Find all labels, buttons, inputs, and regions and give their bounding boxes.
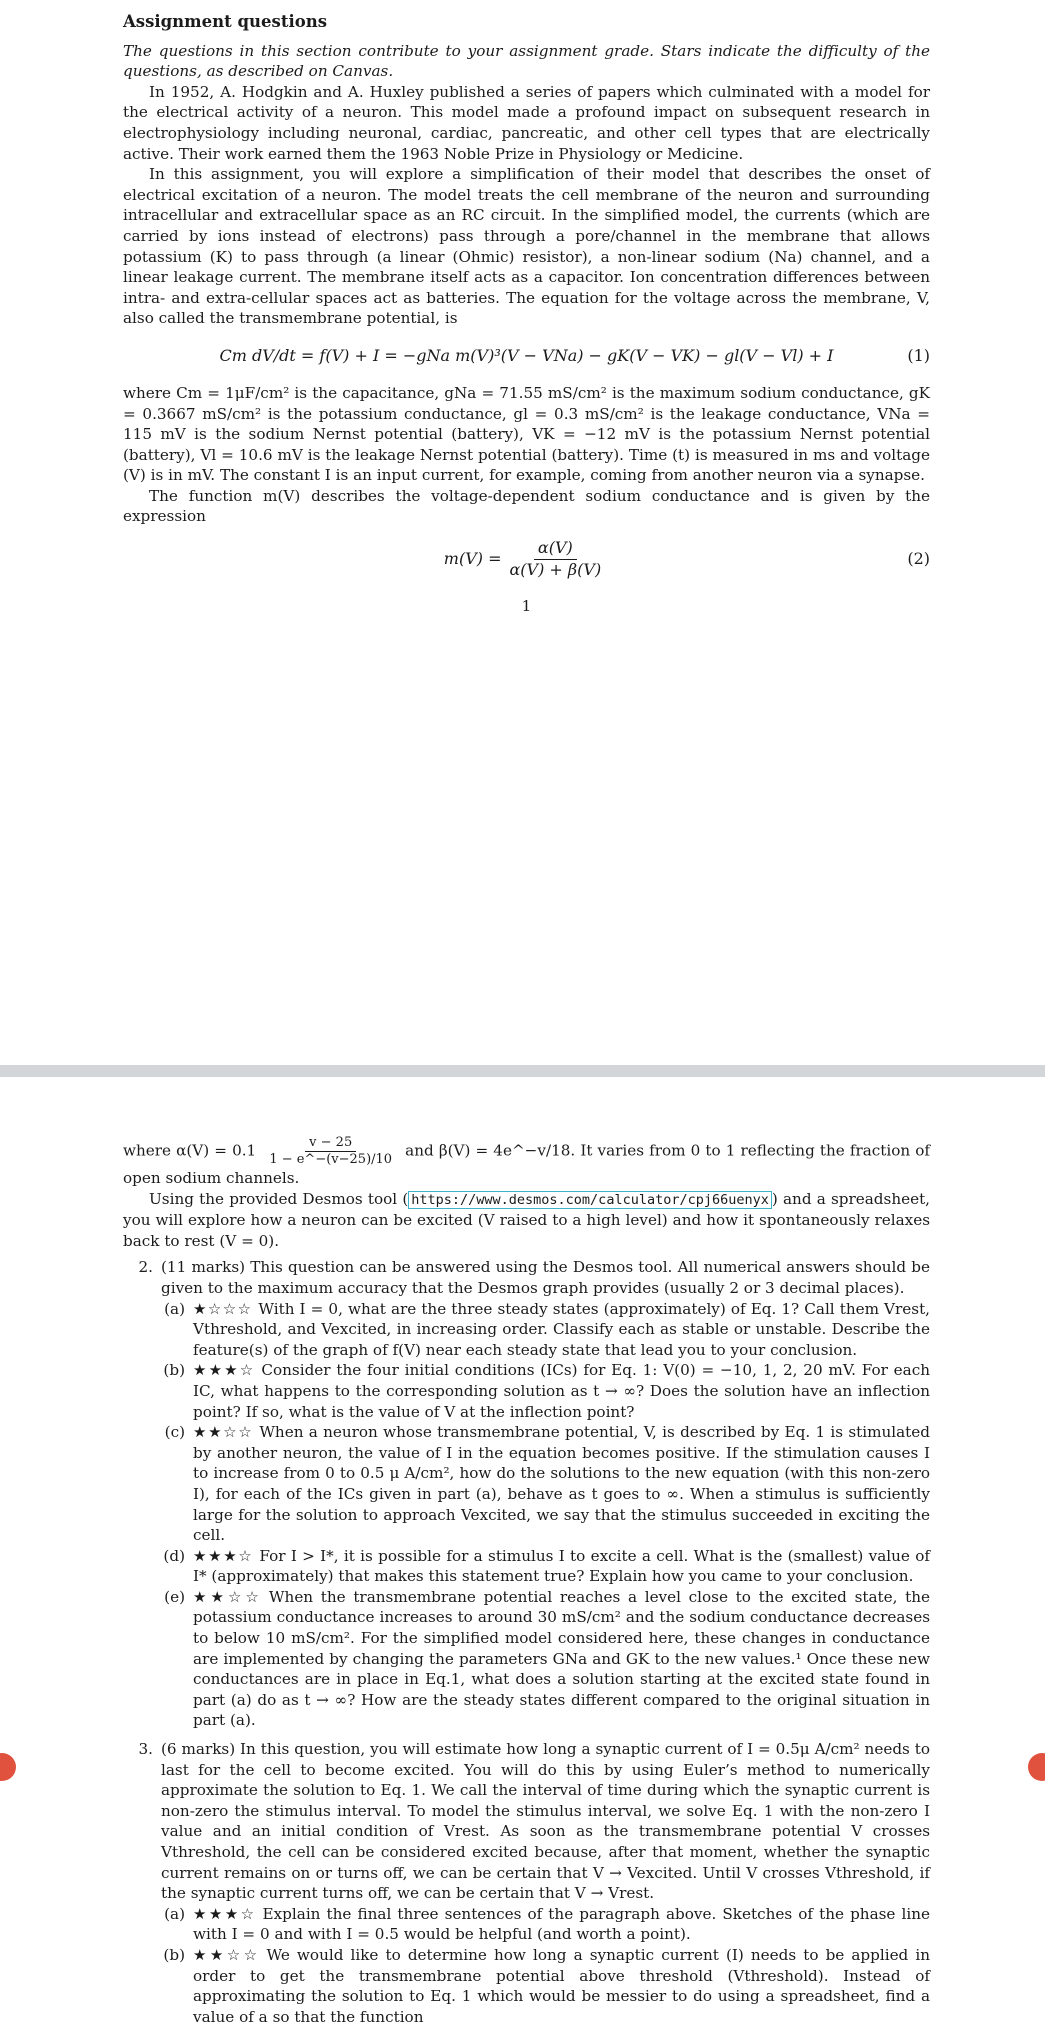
- question-2-part: [153, 1299, 930, 1361]
- equation-1: [123, 329, 930, 383]
- beta-definition: and β(V) = 4e^−v/18. It varies from 0 to 1 reflecting the fraction of open sodium channels.: [123, 1141, 931, 1187]
- part-text: Consider the four initial conditions (ICs) for Eq. 1: V(0) = −10, 1, 2, 20 mV. For each IC, what happens to the corresponding solution as t → ∞? Does the solution have an inflection point? If so, what is the value of V at the inflection point?: [193, 1361, 930, 1421]
- part-label: (d): [163, 1546, 185, 1565]
- question-2-part: [153, 1587, 930, 1731]
- difficulty-stars: ★★★☆: [193, 1904, 257, 1923]
- question-3-part: [153, 1945, 930, 2027]
- question-3-part: [153, 1904, 930, 1945]
- part-text: For I > I*, it is possible for a stimulus I to excite a cell. What is the (smallest) value of I* (approximately) that makes this statement true? Explain how you came to your conclusion.: [193, 1546, 930, 1586]
- question-3: [123, 1739, 930, 2027]
- equation-2-fraction: [505, 538, 605, 580]
- viewer-left-control[interactable]: [0, 1753, 16, 1781]
- intro-text: The questions in this section contribute to your assignment grade. Stars indicate the difficulty of the questions, as described on Canvas.: [123, 41, 930, 81]
- part-text: We would like to determine how long a synaptic current (I) needs to be applied in order to get the transmembrane potential above threshold (Vthreshold). Instead of approximating the solution to Eq. 1 which would be messier to do using a spreadsheet, find a value of a so that the function: [193, 1945, 930, 2026]
- question-2-part: [153, 1360, 930, 1422]
- question-2-part: [153, 1422, 930, 1546]
- part-text: When the transmembrane potential reaches a level close to the excited state, the potassium conductance increases to around 30 mS/cm² and the sodium conductance decreases to below 10 mS/cm². For the simplified model considered here, these changes in conductance are implemented by changing the parameters GNa and GK to the new values.¹ Once these new conductances are in place in Eq.1, what does a solution starting at the excited state found in part (a) do as t → ∞? How are the steady states different compared to the original situation in part (a).: [193, 1587, 931, 1730]
- paragraph-desmos: [123, 1189, 930, 1252]
- difficulty-stars: ★★☆☆: [193, 1423, 254, 1442]
- paragraph-m-function: The function m(V) describes the voltage-dependent sodium conductance and is given by the expression: [123, 486, 930, 526]
- part-label: (a): [164, 1904, 185, 1923]
- equation-2-number: (2): [907, 548, 930, 568]
- desmos-text-after: ) and a spreadsheet, you will explore how a neuron can be excited (V raised to a high level) and how it spontaneously relaxes back to rest (V = 0).: [123, 1189, 931, 1250]
- part-label: (b): [163, 1361, 185, 1380]
- equation-2-lhs: m(V) =: [443, 548, 502, 568]
- equation-1-body: Cm dV/dt = f(V) + I = −gNa m(V)³(V − VNa) − gK(V − VK) − gl(V − Vl) + I: [219, 345, 834, 365]
- question-2-text: (11 marks) This question can be answered using the Desmos tool. All numerical answers should be given to the maximum accuracy that the Desmos graph provides (usually 2 or 3 decimal places).: [161, 1258, 930, 1297]
- page-1-content: [123, 12, 930, 591]
- page-2: [0, 1077, 1045, 2026]
- desmos-text-before: Using the provided Desmos tool (: [149, 1189, 409, 1208]
- question-3-number: 3.: [138, 1740, 153, 1759]
- alpha-denominator: 1 − e^−(v−25)/10: [269, 1152, 393, 1167]
- alpha-definition: where α(V) = 0.1: [123, 1141, 257, 1160]
- equation-2-numerator: α(V): [534, 538, 577, 560]
- difficulty-stars: ★★☆☆: [193, 1587, 263, 1606]
- page-number: 1: [521, 597, 532, 615]
- part-label: (a): [164, 1299, 185, 1318]
- question-3-text: (6 marks) In this question, you will estimate how long a synaptic current of I = 0.5μ A/cm² needs to last for the cell to become excited. You will do this by using Euler’s method to numerically approximate the solution to Eq. 1. We call the interval of time during which the synaptic current is non-zero the stimulus interval. To model the stimulus interval, we solve Eq. 1 with the non-zero I value and an initial condition of Vrest. As soon as the transmembrane potential V crosses Vthreshold, the cell can be considered excited because, after that moment, whether the synaptic current remains on or turns off, we can be certain that V → Vexcited. Until V crosses Vthreshold, if the synaptic current turns off, we can be certain that V → Vrest.: [161, 1740, 930, 1903]
- difficulty-stars: ★☆☆☆: [193, 1299, 253, 1318]
- question-2-part: [153, 1546, 930, 1587]
- paragraph-model: In this assignment, you will explore a simplification of their model that describes the onset of electrical excitation of a neuron. The model treats the cell membrane of the neuron and surrounding intracellular and extracellular space as an RC circuit. In the simplified model, the currents (which are carried by ions instead of electrons) pass through a pore/channel in the membrane that allows potassium (K) to pass through (a linear (Ohmic) resistor), a non-linear sodium (Na) channel, and a linear leakage current. The membrane itself acts as a capacitor. Ion concentration differences between intra- and extra-cellular spaces act as batteries. The equation for the voltage across the membrane, V, also called the transmembrane potential, is: [123, 165, 930, 328]
- question-2: [123, 1257, 930, 1731]
- paragraph-history: In 1952, A. Hodgkin and A. Huxley published a series of papers which culminated with a model for the electrical activity of a neuron. This model made a profound impact on subsequent research in electrophysiology including neuronal, cardiac, pancreatic, and other cell types that are electrically active. Their work earned them the 1963 Noble Prize in Physiology or Medicine.: [123, 82, 930, 163]
- question-2-number: 2.: [138, 1258, 153, 1277]
- alpha-fraction: [265, 1135, 396, 1168]
- difficulty-stars: ★★★☆: [193, 1546, 254, 1565]
- equation-1-number: (1): [907, 345, 930, 365]
- page-separator: [0, 1065, 1045, 1077]
- alpha-numerator: v − 25: [305, 1135, 356, 1152]
- part-text: Explain the final three sentences of the paragraph above. Sketches of the phase line with I = 0 and with I = 0.5 would be helpful (and worth a point).: [193, 1904, 930, 1944]
- part-label: (c): [164, 1423, 185, 1442]
- difficulty-stars: ★★★☆: [193, 1361, 256, 1380]
- paragraph-alpha-beta: [123, 1135, 930, 1189]
- part-label: (e): [164, 1587, 185, 1606]
- page-2-content: [123, 1135, 930, 2027]
- difficulty-stars: ★★☆☆: [193, 1945, 261, 1964]
- viewer-right-control[interactable]: [1028, 1753, 1045, 1781]
- equation-2-denominator: α(V) + β(V): [509, 559, 602, 579]
- paragraph-parameters: where Cm = 1μF/cm² is the capacitance, gNa = 71.55 mS/cm² is the maximum sodium conductance, gK = 0.3667 mS/cm² is the potassium conductance, gl = 0.3 mS/cm² is the leakage conductance, VNa = 115 mV is the sodium Nernst potential (battery), VK = −12 mV is the potassium Nernst potential (battery), Vl = 10.6 mV is the leakage Nernst potential (battery). Time (t) is measured in ms and voltage (V) is in mV. The constant I is an input current, for example, coming from another neuron via a synapse.: [123, 383, 930, 485]
- section-heading: Assignment questions: [123, 12, 328, 31]
- desmos-link[interactable]: https://www.desmos.com/calculator/cpj66uenyx: [408, 1191, 772, 1209]
- equation-2: [123, 527, 930, 591]
- part-text: With I = 0, what are the three steady states (approximately) of Eq. 1? Call them Vrest, Vthreshold, and Vexcited, in increasing order. Classify each as stable or unstable. Describe the feature(s) of the graph of f(V) near each steady state that lead you to your conclusion.: [193, 1299, 930, 1359]
- part-text: When a neuron whose transmembrane potential, V, is described by Eq. 1 is stimulated by another neuron, the value of I in the equation becomes positive. If the stimulation causes I to increase from 0 to 0.5 μ A/cm², how do the solutions to the new equation (with this non-zero I), for each of the ICs given in part (a), behave as t goes to ∞. When a stimulus is sufficiently large for the solution to approach Vexcited, we say that the stimulus succeeded in exciting the cell.: [193, 1423, 930, 1545]
- part-label: (b): [163, 1945, 185, 1964]
